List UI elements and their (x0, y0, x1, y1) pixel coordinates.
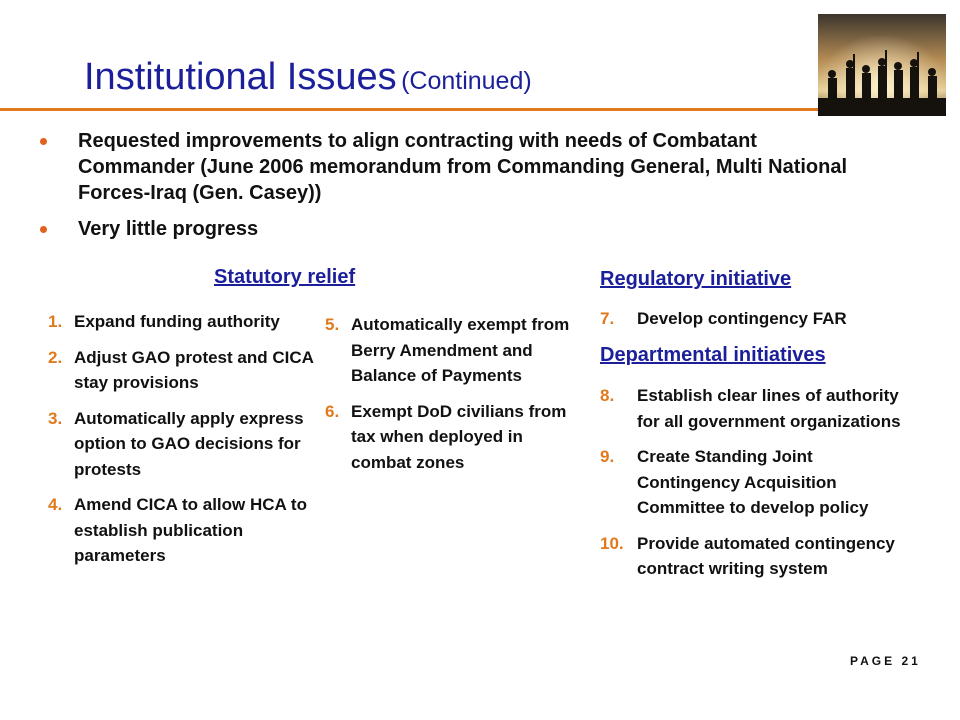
list-item (48, 492, 332, 569)
statutory-list-right (325, 312, 583, 485)
bullet-text: Very little progress (78, 218, 259, 240)
item-text: Establish clear lines of authority for all government organizations (637, 386, 901, 431)
item-text: Provide automated contingency contract writing system (637, 533, 895, 578)
list-item (600, 306, 920, 332)
list-item (48, 406, 332, 483)
item-text: Automatically apply express option to GAO decisions for protests (74, 408, 304, 479)
item-number: 10. (600, 533, 624, 553)
item-number: 7. (600, 309, 615, 328)
statutory-heading: Statutory relief (214, 266, 356, 288)
item-number: 5. (325, 315, 340, 334)
title-divider (0, 108, 818, 111)
item-number: 4. (48, 495, 63, 514)
list-item (325, 312, 583, 389)
item-number: 9. (600, 447, 615, 466)
bullet-dot-icon (40, 226, 47, 233)
bullet-text: Requested improvements to align contracting with needs of Combatant Commander (June 2006 memorandum from Commanding General, Multi National Forces-Iraq (Gen. Casey)) (78, 130, 848, 204)
page-number: PAGE 21 (850, 654, 921, 668)
bullet-item (40, 128, 870, 206)
item-text: Automatically exempt from Berry Amendment and Balance of Payments (351, 315, 570, 385)
statutory-list-left (48, 309, 332, 579)
list-item (48, 345, 332, 396)
bullet-dot-icon (40, 138, 47, 145)
item-number: 3. (48, 408, 63, 428)
item-number: 8. (600, 386, 615, 405)
main-bullets (40, 128, 870, 252)
title-sub: (Continued) (401, 67, 532, 95)
title-main: Institutional Issues (84, 56, 397, 98)
regulatory-heading: Regulatory initiative (600, 268, 792, 290)
departmental-list (600, 383, 920, 592)
item-number: 2. (48, 347, 63, 367)
list-item (600, 531, 920, 582)
departmental-heading: Departmental initiatives (600, 344, 826, 366)
list-item (600, 383, 920, 434)
item-number: 6. (325, 401, 340, 421)
list-item (600, 444, 920, 521)
item-number: 1. (48, 312, 63, 331)
list-item (48, 309, 332, 335)
item-text: Amend CICA to allow HCA to establish publication parameters (74, 495, 307, 565)
list-item (325, 399, 583, 476)
bullet-item (40, 216, 870, 242)
item-text: Develop contingency FAR (637, 309, 847, 328)
item-text: Expand funding authority (74, 312, 280, 331)
soldiers-silhouette-photo (818, 14, 946, 116)
regulatory-list (600, 306, 920, 342)
slide-title (84, 56, 532, 99)
item-text: Adjust GAO protest and CICA stay provisions (74, 347, 314, 392)
item-text: Create Standing Joint Contingency Acquisition Committee to develop policy (637, 447, 869, 517)
item-text: Exempt DoD civilians from tax when deployed in combat zones (351, 401, 567, 472)
